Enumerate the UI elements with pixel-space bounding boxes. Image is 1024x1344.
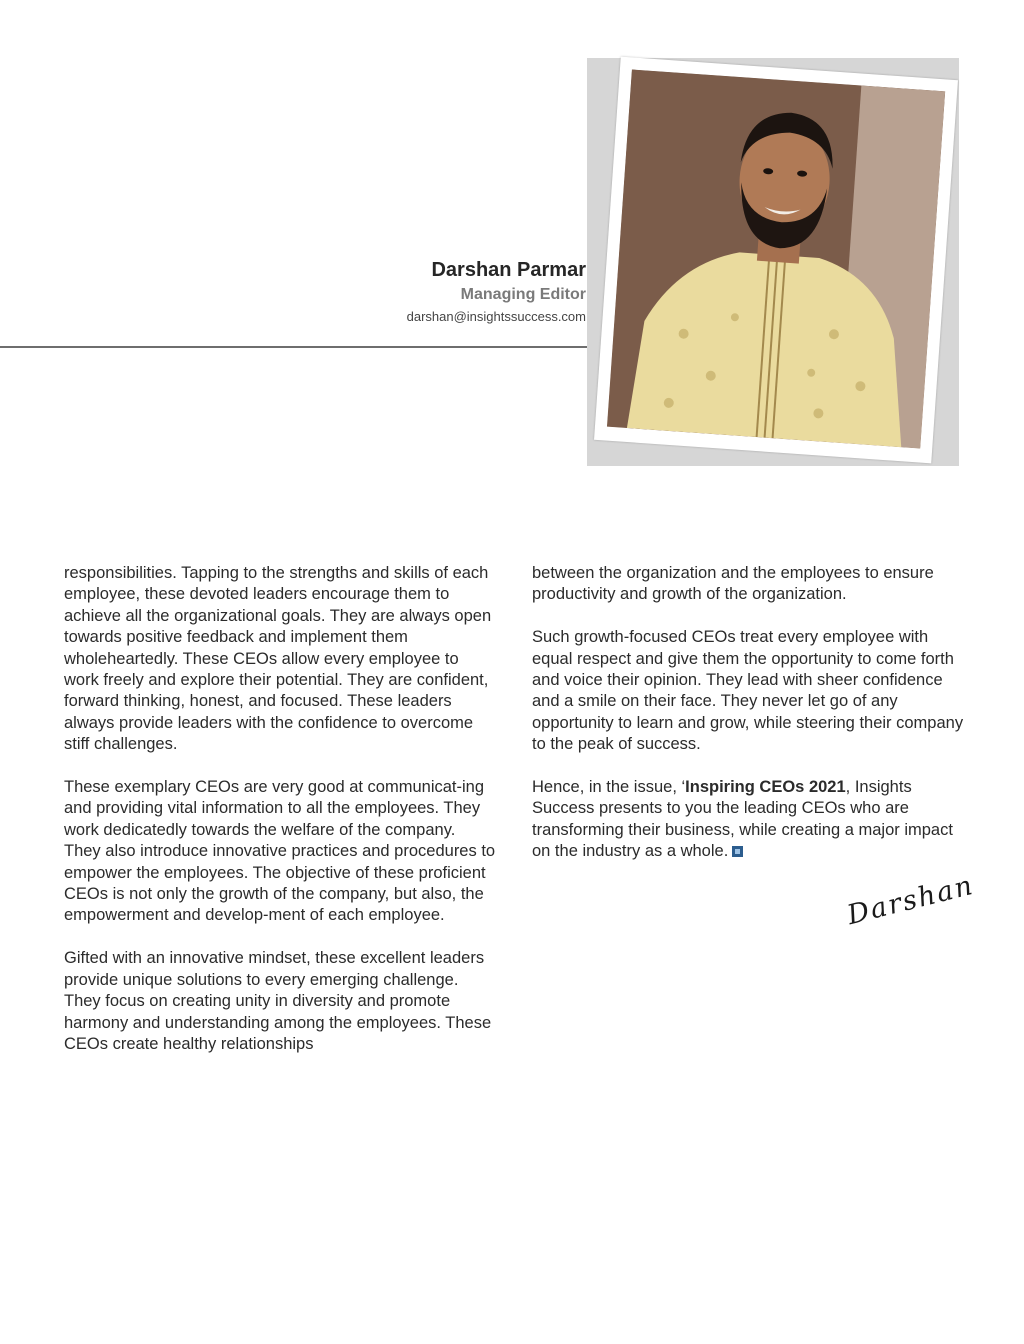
issue-title: Inspiring CEOs 2021 (685, 778, 846, 797)
author-portrait (607, 69, 945, 448)
insights-logo-icon (732, 846, 743, 857)
divider-line (0, 346, 588, 348)
right-column (532, 563, 964, 884)
left-column (64, 563, 496, 1077)
editor-signature: Darshan (844, 869, 978, 932)
closing-text-end: , Insights Success presents to you the leading CEOs who are transforming their business, while creating a major impact on the industry as a whole. (532, 778, 953, 861)
author-name: Darshan Parmar (431, 259, 586, 281)
author-email: darshan@insightssuccess.com (406, 309, 586, 324)
closing-paragraph (532, 777, 964, 863)
author-role: Managing Editor (460, 286, 586, 303)
body-paragraph: Gifted with an innovative mindset, these excellent leaders provide unique solutions to every emerging challenge. They focus on creating unity in diversity and promote harmony and understanding among the employees. These CEOs create healthy relationships (64, 949, 492, 1053)
body-paragraph: responsibilities. Tapping to the strengths and skills of each employee, these devoted leaders encourage them to achieve all the organizational goals. They are always open towards positive feedback and implement them wholeheartedly. These CEOs allow every employee to work freely and explore their potential. They are confident, forward thinking, honest, and focused. These leaders always provide leaders with the confidence to overcome stiff challenges. (64, 564, 492, 754)
body-paragraph: These exemplary CEOs are very good at communicat-ing and providing vital information to all the employees. They work dedicatedly towards the welfare of the company. They also introduce innovative practices and procedures to empower the employees. The objective of these proficient CEOs is not only the growth of the company, but also, the empowerment and develop-ment of each employee. (64, 778, 496, 925)
closing-text-start: Hence, in the issue, ‘ (532, 778, 686, 797)
body-paragraph: Such growth-focused CEOs treat every employee with equal respect and give them the opportunity to come forth and voice their opinion. They lead with sheer confidence and a smile on their face. They never let go of any opportunity to learn and grow, while steering their company to the peak of success. (532, 628, 964, 754)
portrait-frame (594, 57, 958, 464)
body-paragraph: between the organization and the employees to ensure productivity and growth of the organization. (532, 564, 934, 604)
author-block (407, 257, 586, 326)
